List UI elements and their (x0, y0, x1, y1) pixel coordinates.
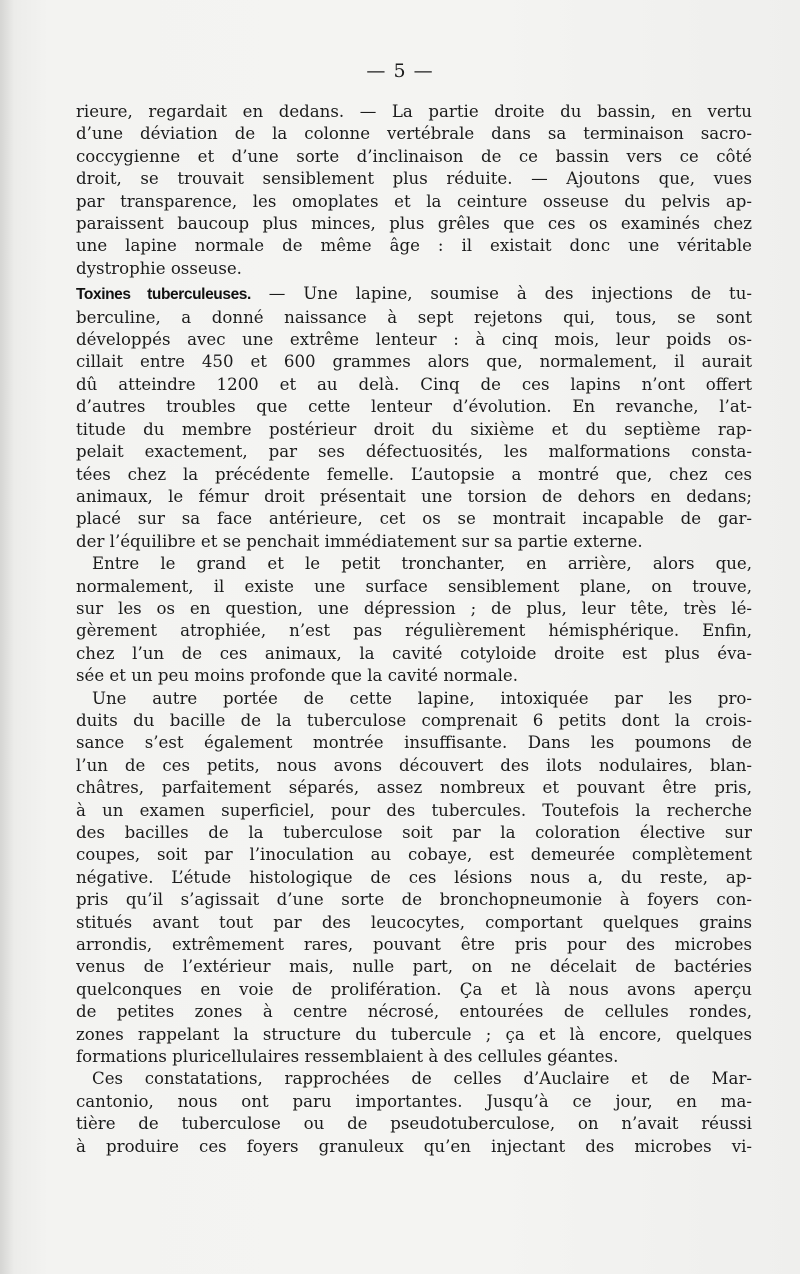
text-line: dû atteindre 1200 et au delà. Cinq de ces lapins n’ont offert (76, 374, 752, 394)
text-line: berculine, a donné naissance à sept rejetons qui, tous, se sont (76, 307, 752, 327)
text-line: sur les os en question, une dépression ; de plus, leur tête, très lé- (76, 598, 752, 618)
text-line: par transparence, les omoplates et la ceinture osseuse du pelvis ap- (76, 191, 752, 211)
text-line: pelait exactement, par ses défectuosités, les malformations consta- (76, 442, 752, 462)
text-line: droit, se trouvait sensiblement plus réduite. — Ajoutons que, vues (76, 169, 752, 189)
text-line: stitués avant tout par des leucocytes, comportant quelques grains (76, 912, 752, 932)
text-line: une lapine normale de même âge : il existait donc une véritable (76, 236, 752, 256)
paragraph (76, 101, 752, 280)
text-line (76, 283, 752, 306)
text-line: formations pluricellulaires ressemblaient à des cellules géantes. (76, 1047, 619, 1067)
text-line: Une autre portée de cette lapine, intoxiquée par les pro- (92, 688, 752, 708)
text-line: pris qu’il s’agissait d’une sorte de bronchopneumonie à foyers con- (76, 890, 752, 910)
text-line: titude du membre postérieur droit du sixième et du septième rap- (76, 419, 752, 439)
text-line: quelconques en voie de prolifération. Ça et là nous avons aperçu (76, 979, 752, 999)
text-line: à produire ces foyers granuleux qu’en injectant des microbes vi- (76, 1136, 752, 1156)
text-line: arrondis, extrêmement rares, pouvant être pris pour des microbes (76, 935, 752, 955)
text-line: à un examen superficiel, pour des tubercules. Toutefois la recherche (76, 800, 752, 820)
text-line: Entre le grand et le petit tronchanter, en arrière, alors que, (92, 554, 752, 574)
text-line: sée et un peu moins profonde que la cavité normale. (76, 666, 518, 686)
run-in-heading: Toxines tuberculeuses. (76, 286, 251, 304)
text-line: tière de tuberculose ou de pseudotuberculose, on n’avait réussi (76, 1114, 752, 1134)
text-line: de petites zones à centre nécrosé, entourées de cellules rondes, (76, 1002, 752, 1022)
text-line: normalement, il existe une surface sensiblement plane, on trouve, (76, 576, 752, 596)
text-line: d’une déviation de la colonne vertébrale dans sa terminaison sacro- (76, 124, 752, 144)
text-line: placé sur sa face antérieure, cet os se montrait incapable de gar- (76, 509, 752, 529)
text-line: des bacilles de la tuberculose soit par la coloration élective sur (76, 823, 752, 842)
text-line: rieure, regardait en dedans. — La partie droite du bassin, en vertu (76, 102, 752, 121)
paragraph (76, 283, 752, 553)
text-line: chez l’un de ces animaux, la cavité cotyloide droite est plus éva- (76, 643, 752, 663)
text-line: l’un de ces petits, nous avons découvert des ilots nodulaires, blan- (76, 755, 752, 775)
text-line: cillait entre 450 et 600 grammes alors que, normalement, il aurait (76, 352, 752, 372)
paragraph (76, 688, 752, 1069)
text-line: der l’équilibre et se penchait immédiatement sur sa partie externe. (76, 531, 643, 551)
paragraph (76, 1068, 752, 1158)
text-line: paraissent baucoup plus minces, plus grêles que ces os examinés chez (76, 214, 752, 234)
text-line: châtres, parfaitement séparés, assez nombreux et pouvant être pris, (76, 778, 752, 798)
text-line: coccygienne et d’une sorte d’inclinaison de ce bassin vers ce côté (76, 146, 752, 166)
body-text (76, 101, 752, 1158)
text-line: duits du bacille de la tuberculose comprenait 6 petits dont la crois- (76, 710, 752, 730)
page-number: — 5 — (366, 60, 434, 82)
text-line: négative. L’étude histologique de ces lésions nous a, du reste, ap- (76, 867, 752, 887)
text-line: venus de l’extérieur mais, nulle part, on ne décelait de bactéries (76, 957, 752, 977)
text-line: gèrement atrophiée, n’est pas régulièrement hémisphérique. Enfin, (76, 621, 752, 641)
text-line: Ces constatations, rapprochées de celles d’Auclaire et de Mar- (92, 1069, 752, 1089)
text-run: — Une lapine, soumise à des injections de tu- (250, 284, 752, 304)
text-line: développés avec une extrême lenteur : à cinq mois, leur poids os- (76, 330, 752, 350)
text-line: zones rappelant la structure du tubercule ; ça et là encore, quelques (76, 1024, 752, 1044)
text-line: dystrophie osseuse. (76, 258, 242, 278)
text-line: d’autres troubles que cette lenteur d’évolution. En revanche, l’at- (76, 397, 752, 417)
text-line: coupes, soit par l’inoculation au cobaye, est demeurée complètement (76, 845, 752, 865)
text-line: sance s’est également montrée insuffisante. Dans les poumons de (76, 733, 752, 753)
text-line: animaux, le fémur droit présentait une torsion de dehors en dedans; (76, 486, 752, 506)
text-line: tées chez la précédente femelle. L’autopsie a montré que, chez ces (76, 464, 752, 484)
page-binding-shadow (0, 0, 14, 1274)
text-line: cantonio, nous ont paru importantes. Jusqu’à ce jour, en ma- (76, 1091, 752, 1111)
paragraph (76, 553, 752, 687)
